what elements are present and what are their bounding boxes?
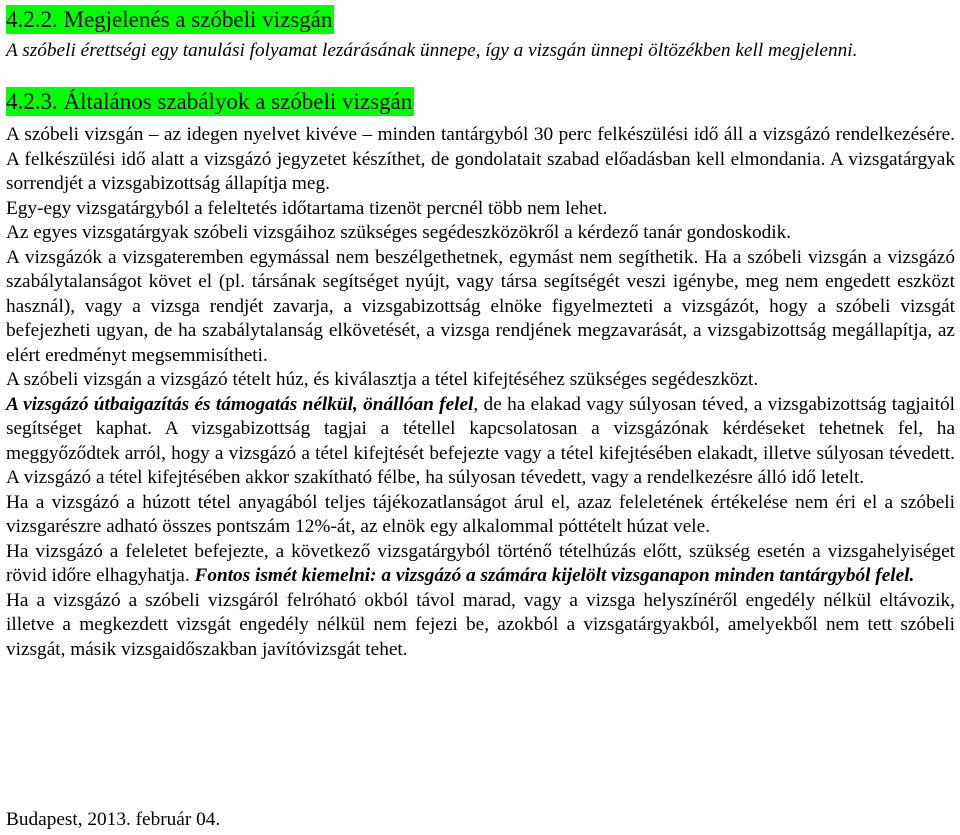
leaving-room-text: Ha vizsgázó a feleletet befejezte, a következő vizsgatárgyból történő tételhúzás előtt, szükség esetén a vizsgahelyiséget rövid időre elhagyhatja. — [6, 540, 955, 586]
leaving-room-emphasis: Fontos ismét kiemelni: a vizsgázó a számára kijelölt vizsganapon minden tantárgyból felel. — [194, 565, 915, 586]
place-and-date: Budapest, 2013. február 04. — [6, 809, 221, 830]
paragraph-topic-draw: A szóbeli vizsgán a vizsgázó tételt húz, és kiválasztja a tétel kifejtéséhez szükséges segédeszközt. — [6, 369, 759, 390]
paragraph-leaving-room — [6, 540, 955, 589]
paragraph-preparation-time: A szóbeli vizsgán – az idegen nyelvet kivéve – minden tantárgyból 30 perc felkészülési idő áll a vizsgázó rendelkezésére. A felkészülési idő alatt a vizsgázó jegyzetet készíthet, de gondolatait szabad előadásban kell elmondania. A vizsgatárgyak sorrendjét a vizsgabizottság állapítja meg. — [6, 124, 955, 194]
paragraph-answer-duration: Egy-egy vizsgatárgyból a feleltetés időtartama tizenöt percnél több nem lehet. — [6, 197, 608, 219]
intro-paragraph: A szóbeli érettségi egy tanulási folyamat lezárásának ünnepe, így a vizsgán ünnepi öltözékben kell megjelenni. — [6, 40, 858, 61]
paragraph-substitute-topic: Ha a vizsgázó a húzott tétel anyagából teljes tájékozatlanságot árul el, azaz feleletének értékelése nem éri el a szóbeli vizsgarészre adható összes pontszám 12%-át, az elnök egy alkalommal póttételt húzat vele. — [6, 491, 955, 537]
paragraph-absence: Ha a vizsgázó a szóbeli vizsgáról felróható okból távol marad, vagy a vizsga helyszínéről engedély nélkül eltávozik, illetve a megkezdett vizsgát engedély nélkül nem fejezi be, azokból a vizsgatárgyakból, amelyekből nem tett szóbeli vizsgát, másik vizsgaidőszakban javítóvizsgát tehet. — [6, 589, 955, 660]
section-heading-4-2-3: 4.2.3. Általános szabályok a szóbeli vizsgán — [6, 89, 413, 114]
independent-answer-emphasis: A vizsgázó útbaigazítás és támogatás nélkül, önállóan felel — [6, 393, 474, 415]
paragraph-aids: Az egyes vizsgatárgyak szóbeli vizsgáihoz szükséges segédeszközökről a kérdező tanár gondoskodik. — [6, 222, 792, 243]
section-heading-4-2-2: 4.2.2. Megjelenés a szóbeli vizsgán — [6, 7, 333, 32]
paragraph-irregularities: A vizsgázók a vizsgateremben egymással nem beszélgethetnek, egymást nem segíthetik. Ha a szóbeli vizsgán a vizsgázó szabálytalanságot követ el (pl. társának segítséget nyújt, vagy társa segítségét veszi igénybe, meg nem engedett eszközt használ), vagy a vizsga rendjét zavarja, a vizsgabizottság elnöke figyelmezteti a vizsgázót, hogy a szóbeli vizsgát befejezheti ugyan, de ha szabálytalanság elkövetését, a vizsga rendjének megzavarását, a vizsgabizottság megállapítja, az elért eredményt megsemmisítheti. — [6, 246, 955, 366]
document-page — [6, 0, 955, 662]
paragraph-independent-answer — [6, 393, 955, 491]
independent-answer-text: , de ha elakad vagy súlyosan téved, a vizsgabizottság tagjaitól segítséget kaphat. A vizsgabizottság tagjai a tétellel kapcsolatosan a vizsgázónak kérdéseket tehetnek fel, ha meggyőződtek arról, hogy a vizsgázó a tétel kifejtését befejezte vagy a tétel kifejtésében elakadt, illetve súlyosan tévedett. A vizsgázó a tétel kifejtésében akkor szakítható félbe, ha súlyosan tévedett, vagy a rendelkezésre álló idő letelt. — [6, 393, 955, 488]
